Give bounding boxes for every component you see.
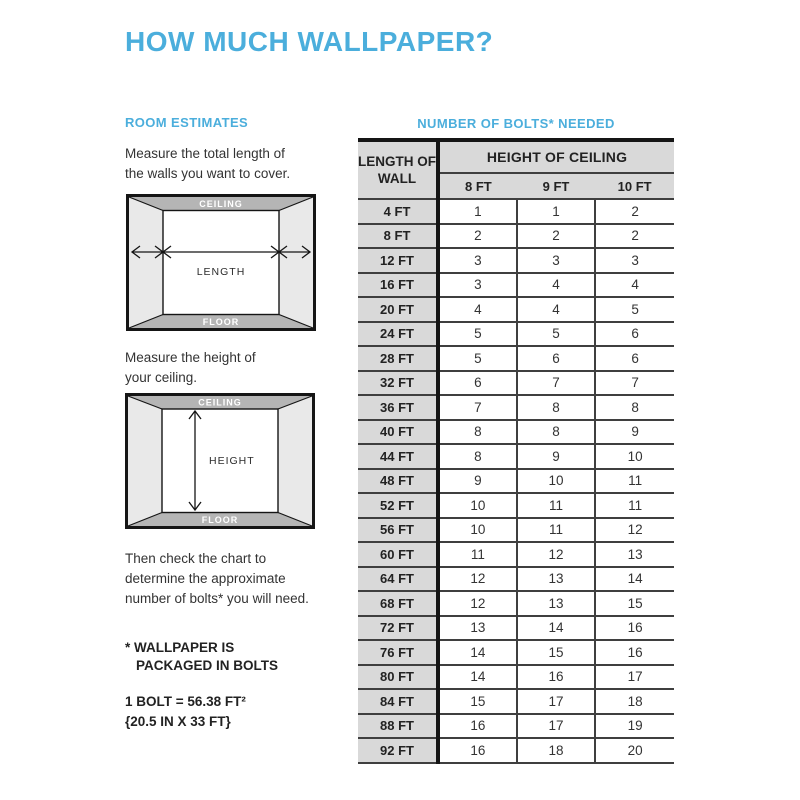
table-row [358, 689, 674, 714]
bolt-count-cell: 9 [517, 444, 596, 469]
room-estimates-heading: ROOM ESTIMATES [125, 115, 249, 130]
wall-length-cell: 12 FT [358, 248, 438, 273]
height-room-diagram [125, 393, 315, 529]
bolt-count-cell: 8 [517, 420, 596, 445]
step-text-line: Then check the chart to [125, 551, 267, 566]
table-row [358, 665, 674, 690]
bolt-count-cell: 17 [517, 689, 596, 714]
wall-length-cell: 64 FT [358, 567, 438, 592]
footnote-line: * WALLPAPER IS [125, 640, 235, 655]
wall-length-cell: 76 FT [358, 640, 438, 665]
bolt-count-cell: 18 [517, 738, 596, 763]
bolt-count-cell: 6 [595, 346, 674, 371]
table-row [358, 469, 674, 494]
table-row [358, 297, 674, 322]
wall-length-cell: 32 FT [358, 371, 438, 396]
bolt-count-cell: 1 [517, 199, 596, 224]
wall-length-cell: 72 FT [358, 616, 438, 641]
bolt-count-cell: 16 [595, 616, 674, 641]
table-row [358, 322, 674, 347]
bolts-table-heading: NUMBER OF BOLTS* NEEDED [417, 116, 615, 131]
wall-length-cell: 20 FT [358, 297, 438, 322]
bolt-size-info [125, 692, 246, 732]
bolt-info-line: {20.5 IN X 33 FT} [125, 714, 231, 729]
table-row [358, 738, 674, 763]
ceiling-10ft-header: 10 FT [595, 173, 674, 199]
table-row [358, 395, 674, 420]
bolt-count-cell: 12 [595, 518, 674, 543]
bolt-count-cell: 15 [438, 689, 517, 714]
bolt-count-cell: 9 [595, 420, 674, 445]
wall-length-cell: 92 FT [358, 738, 438, 763]
table-row [358, 346, 674, 371]
bolt-count-cell: 19 [595, 714, 674, 739]
wall-length-cell: 28 FT [358, 346, 438, 371]
bolt-count-cell: 2 [517, 224, 596, 249]
bolt-count-cell: 13 [517, 567, 596, 592]
wall-length-cell: 44 FT [358, 444, 438, 469]
table-row [358, 714, 674, 739]
length-of-wall-header: LENGTH OF WALL [358, 140, 438, 199]
length-room-diagram [126, 194, 316, 331]
bolt-count-cell: 10 [595, 444, 674, 469]
bolt-count-cell: 5 [517, 322, 596, 347]
table-row [358, 591, 674, 616]
bolt-count-cell: 7 [517, 371, 596, 396]
table-row [358, 493, 674, 518]
table-row [358, 371, 674, 396]
bolt-count-cell: 11 [595, 469, 674, 494]
bolt-count-cell: 6 [517, 346, 596, 371]
wall-length-cell: 16 FT [358, 273, 438, 298]
bolt-count-cell: 4 [517, 273, 596, 298]
bolt-count-cell: 13 [517, 591, 596, 616]
bolt-count-cell: 14 [595, 567, 674, 592]
table-row [358, 567, 674, 592]
footnote-line: PACKAGED IN BOLTS [136, 658, 279, 673]
step-text-line: Measure the height of [125, 350, 256, 365]
table-row [358, 273, 674, 298]
bolt-count-cell: 8 [438, 444, 517, 469]
table-row [358, 542, 674, 567]
table-row [358, 616, 674, 641]
bolt-count-cell: 10 [438, 493, 517, 518]
wall-length-cell: 84 FT [358, 689, 438, 714]
bolt-count-cell: 17 [595, 665, 674, 690]
bolt-count-cell: 15 [595, 591, 674, 616]
bolt-info-line: 1 BOLT = 56.38 FT² [125, 694, 246, 709]
table-row [358, 444, 674, 469]
bolt-count-cell: 14 [438, 665, 517, 690]
height-of-ceiling-header: HEIGHT OF CEILING [438, 140, 674, 173]
table-row [358, 518, 674, 543]
bolt-count-cell: 16 [517, 665, 596, 690]
bolt-count-cell: 10 [438, 518, 517, 543]
ceiling-9ft-header: 9 FT [517, 173, 596, 199]
bolt-count-cell: 7 [438, 395, 517, 420]
wall-length-cell: 40 FT [358, 420, 438, 445]
table-row [358, 199, 674, 224]
step-text-line: the walls you want to cover. [125, 166, 291, 181]
wallpaper-footnote [125, 639, 278, 675]
step-check-chart [125, 549, 309, 609]
wall-length-cell: 88 FT [358, 714, 438, 739]
bolt-count-cell: 15 [517, 640, 596, 665]
ceiling-label: CEILING [199, 199, 243, 209]
bolt-count-cell: 3 [595, 248, 674, 273]
bolt-count-cell: 2 [438, 224, 517, 249]
wall-length-cell: 68 FT [358, 591, 438, 616]
bolt-count-cell: 3 [517, 248, 596, 273]
bolt-count-cell: 7 [595, 371, 674, 396]
table-row [358, 248, 674, 273]
bolt-count-cell: 10 [517, 469, 596, 494]
floor-label: FLOOR [201, 515, 239, 525]
bolt-count-cell: 8 [595, 395, 674, 420]
bolt-count-cell: 5 [595, 297, 674, 322]
right-wall-surface [279, 197, 313, 328]
bolt-count-cell: 2 [595, 199, 674, 224]
wall-length-cell: 8 FT [358, 224, 438, 249]
bolt-count-cell: 4 [517, 297, 596, 322]
bolt-count-cell: 11 [517, 493, 596, 518]
bolt-count-cell: 8 [517, 395, 596, 420]
table-header-row [358, 140, 674, 173]
bolt-count-cell: 14 [438, 640, 517, 665]
wall-length-cell: 24 FT [358, 322, 438, 347]
bolt-count-cell: 14 [517, 616, 596, 641]
table-row [358, 640, 674, 665]
wall-length-cell: 4 FT [358, 199, 438, 224]
bolt-count-cell: 5 [438, 322, 517, 347]
bolt-count-cell: 6 [595, 322, 674, 347]
page-title: HOW MUCH WALLPAPER? [125, 26, 494, 57]
bolt-count-cell: 2 [595, 224, 674, 249]
wall-length-cell: 48 FT [358, 469, 438, 494]
step-text-line: determine the approximate [125, 571, 286, 586]
height-measure-label: HEIGHT [209, 455, 255, 467]
bolt-count-cell: 3 [438, 248, 517, 273]
left-wall-surface [128, 396, 162, 526]
bolt-count-cell: 6 [438, 371, 517, 396]
bolt-count-cell: 16 [438, 714, 517, 739]
bolt-count-cell: 3 [438, 273, 517, 298]
bolt-count-cell: 9 [438, 469, 517, 494]
bolts-table-body [358, 199, 674, 763]
bolt-count-cell: 17 [517, 714, 596, 739]
bolt-count-cell: 8 [438, 420, 517, 445]
back-wall [163, 211, 279, 315]
wall-length-cell: 52 FT [358, 493, 438, 518]
step-measure-height [125, 348, 256, 388]
wall-length-cell: 36 FT [358, 395, 438, 420]
bolt-count-cell: 1 [438, 199, 517, 224]
bolts-table [358, 138, 674, 764]
bolt-count-cell: 5 [438, 346, 517, 371]
bolt-count-cell: 13 [438, 616, 517, 641]
floor-label: FLOOR [202, 317, 240, 327]
right-wall-surface [278, 396, 312, 526]
bolt-count-cell: 12 [517, 542, 596, 567]
table-row [358, 224, 674, 249]
step-text-line: your ceiling. [125, 370, 198, 385]
ceiling-label: CEILING [198, 397, 242, 408]
bolt-count-cell: 11 [438, 542, 517, 567]
wall-length-cell: 80 FT [358, 665, 438, 690]
bolt-count-cell: 4 [595, 273, 674, 298]
bolt-count-cell: 16 [438, 738, 517, 763]
bolt-count-cell: 11 [517, 518, 596, 543]
bolt-count-cell: 20 [595, 738, 674, 763]
bolt-count-cell: 12 [438, 591, 517, 616]
step-measure-length [125, 144, 290, 184]
bolt-count-cell: 11 [595, 493, 674, 518]
length-measure-label: LENGTH [196, 266, 246, 278]
left-wall-surface [129, 197, 163, 328]
step-text-line: number of bolts* you will need. [125, 591, 309, 606]
bolt-count-cell: 18 [595, 689, 674, 714]
table-row [358, 420, 674, 445]
wall-length-cell: 56 FT [358, 518, 438, 543]
bolt-count-cell: 16 [595, 640, 674, 665]
ceiling-8ft-header: 8 FT [438, 173, 517, 199]
bolt-count-cell: 13 [595, 542, 674, 567]
bolt-count-cell: 12 [438, 567, 517, 592]
step-text-line: Measure the total length of [125, 146, 285, 161]
wall-length-cell: 60 FT [358, 542, 438, 567]
bolt-count-cell: 4 [438, 297, 517, 322]
